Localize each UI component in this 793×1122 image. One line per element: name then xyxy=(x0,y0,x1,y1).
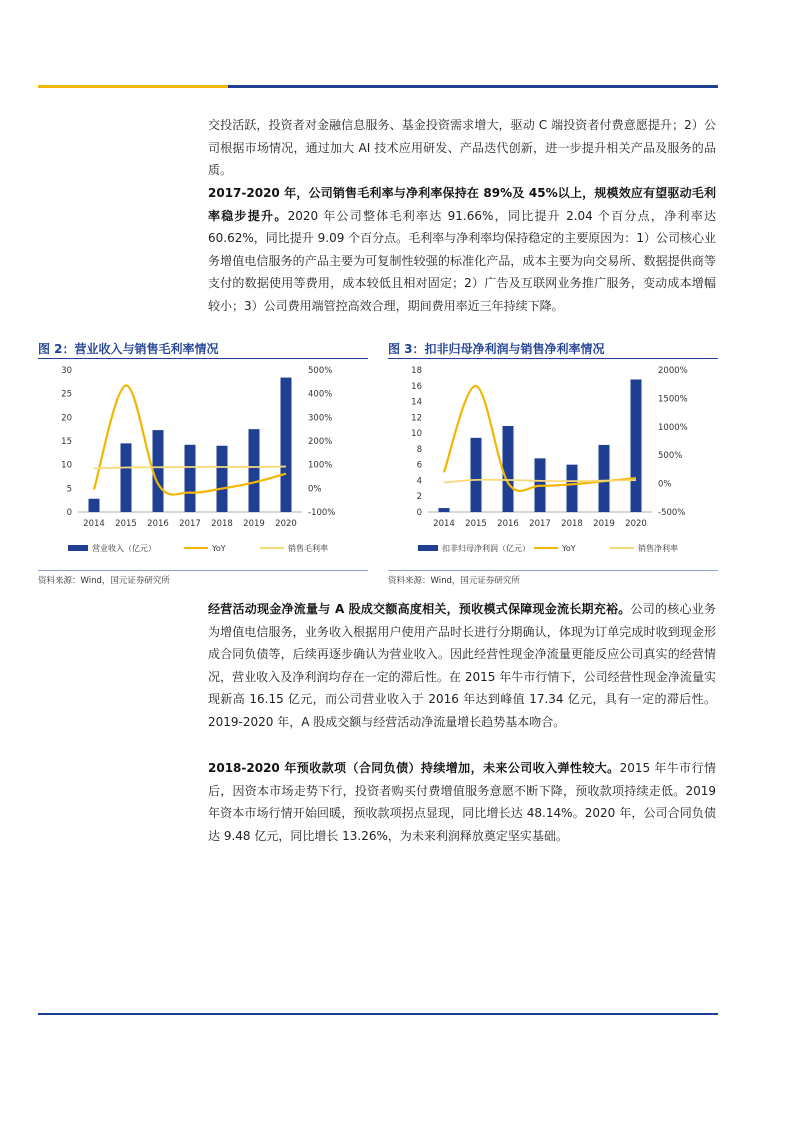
bar xyxy=(439,508,450,512)
right-axis-tick: 0% xyxy=(658,479,672,490)
figure-3-source-rule xyxy=(388,570,718,571)
left-axis-tick: 0 xyxy=(416,508,422,518)
bar xyxy=(281,378,292,512)
figure-2-svg xyxy=(38,362,372,568)
paragraph-lead: 2017-2020 年，公司销售毛利率与净利率保持在 89%及 45%以上，规模效应有望驱动毛利率稳步提升。 xyxy=(208,186,716,223)
left-axis-tick: 20 xyxy=(61,413,72,424)
x-axis-tick: 2015 xyxy=(115,519,137,529)
paragraph-prepayments xyxy=(208,757,716,847)
header-accent-bar xyxy=(38,85,228,88)
bar xyxy=(89,499,100,512)
legend-label: YoY xyxy=(562,544,576,553)
right-axis-tick: 1000% xyxy=(658,422,688,433)
right-axis-tick: -500% xyxy=(658,508,686,518)
right-axis-tick: 200% xyxy=(308,437,333,447)
figure-2-chart xyxy=(38,362,372,568)
paragraph-text: 公司的核心业务为增值电信服务，业务收入根据用户使用产品时长进行分期确认，体现为订单完成时收到现金形成合同负债等，后续再逐步确认为营业收入。因此经营性现金净流量更能反应公司真实的经营情况，营业收入及净利润均存在一定的滞后性。在 2015 年牛市行情下，公司经营性现金净流量实现新高 16.15 亿元，而公司营业收入于 2016 年达到峰值 17.34 亿元，具有一定的滞后性。2019-2020 年，A 股成交额与经营活动净流量增长趋势基本吻合。 xyxy=(208,602,716,729)
right-axis-tick: 500% xyxy=(308,366,333,376)
x-axis-tick: 2014 xyxy=(433,519,455,529)
left-axis-tick: 0 xyxy=(66,508,72,518)
x-axis-tick: 2016 xyxy=(497,519,519,529)
paragraph-lead: 经营活动现金净流量与 A 股成交额高度相关，预收模式保障现金流长期充裕。 xyxy=(208,602,631,616)
x-axis-tick: 2020 xyxy=(275,519,297,529)
right-axis-tick: 400% xyxy=(308,389,333,400)
left-axis-tick: 15 xyxy=(61,437,72,447)
legend-label: 销售净利率 xyxy=(638,544,678,553)
figure-2-source-rule xyxy=(38,570,368,571)
paragraph-text: 2015 年牛市行情后，因资本市场走势下行，投资者购买付费增值服务意愿不断下降，预收款项持续走低。2019 年资本市场行情开始回暖，预收款项拐点显现，同比增长达 48.14%。2020 年，公司合同负债达 9.48 亿元，同比增长 13.26%，为未来利润释放奠定坚实基础。 xyxy=(208,761,716,843)
paragraph-margins xyxy=(208,182,716,317)
bar xyxy=(217,446,228,512)
figure-3-chart xyxy=(388,362,722,568)
figure-3-source: 资料来源：Wind，国元证券研究所 xyxy=(388,576,520,586)
x-axis-tick: 2020 xyxy=(625,519,647,529)
right-axis-tick: 0% xyxy=(308,484,322,495)
x-axis-tick: 2017 xyxy=(179,519,201,529)
paragraph-lead: 2018-2020 年预收款项（合同负债）持续增加，未来公司收入弹性较大。 xyxy=(208,761,620,775)
left-axis-tick: 10 xyxy=(411,429,422,440)
left-axis-tick: 5 xyxy=(66,484,72,495)
right-axis-tick: 300% xyxy=(308,413,333,424)
right-axis-tick: -100% xyxy=(308,508,336,518)
left-axis-tick: 4 xyxy=(416,476,422,487)
left-axis-tick: 8 xyxy=(416,444,422,455)
left-axis-tick: 12 xyxy=(411,413,422,424)
x-axis-tick: 2019 xyxy=(593,519,615,529)
legend-swatch xyxy=(418,545,438,551)
right-axis-tick: 500% xyxy=(658,451,683,462)
bar xyxy=(185,445,196,512)
legend-label: YoY xyxy=(212,544,226,553)
left-axis-tick: 30 xyxy=(61,366,72,376)
figure-3-svg xyxy=(388,362,722,568)
right-axis-tick: 100% xyxy=(308,460,333,471)
legend-swatch xyxy=(68,545,88,551)
left-axis-tick: 10 xyxy=(61,460,72,471)
legend-label: 扣非归母净利润（亿元） xyxy=(442,544,530,553)
bar xyxy=(249,429,260,512)
bar xyxy=(567,465,578,512)
bar xyxy=(121,443,132,512)
bar xyxy=(503,426,514,512)
paragraph-text: 2020 年公司整体毛利率达 91.66%，同比提升 2.04 个百分点，净利率达 60.62%，同比提升 9.09 个百分点。毛利率与净利率均保持稳定的主要原因为：1）公司核心业务增值电信服务的产品主要为可复制性较强的标准化产品，成本主要为向交易所、数据提供商等支付的数据使用等费用，成本较低且相对固定；2）广告及互联网业务推广服务，变动成本增幅较小；3）公司费用端管控高效合理，期间费用率近三年持续下降。 xyxy=(208,208,716,313)
legend-label: 营业收入（亿元） xyxy=(92,544,156,553)
left-axis-tick: 2 xyxy=(416,492,422,503)
left-axis-tick: 25 xyxy=(61,389,72,400)
legend-label: 销售毛利率 xyxy=(288,544,328,553)
bar xyxy=(631,379,642,512)
figure-3-rule xyxy=(388,358,718,359)
x-axis-tick: 2018 xyxy=(561,519,583,529)
left-axis-tick: 6 xyxy=(416,460,422,471)
bar xyxy=(599,445,610,512)
figure-2-rule xyxy=(38,358,368,359)
footer-rule xyxy=(38,1013,718,1015)
x-axis-tick: 2016 xyxy=(147,519,169,529)
x-axis-tick: 2018 xyxy=(211,519,233,529)
x-axis-tick: 2019 xyxy=(243,519,265,529)
paragraph-intro xyxy=(208,114,716,182)
left-axis-tick: 14 xyxy=(411,397,422,408)
figure-2-source: 资料来源：Wind，国元证券研究所 xyxy=(38,576,170,586)
bar xyxy=(471,438,482,512)
paragraph-text: 交投活跃，投资者对金融信息服务、基金投资需求增大，驱动 C 端投资者付费意愿提升；2）公司根据市场情况，通过加大 AI 技术应用研发、产品迭代创新，进一步提升相关产品及服务的品质。 xyxy=(208,118,716,177)
right-axis-tick: 2000% xyxy=(658,366,688,376)
paragraph-cashflow xyxy=(208,598,716,733)
header-rule xyxy=(228,85,718,88)
x-axis-tick: 2014 xyxy=(83,519,105,529)
x-axis-tick: 2015 xyxy=(465,519,487,529)
figure-3-title: 图 3：扣非归母净利润与销售净利率情况 xyxy=(388,342,605,356)
left-axis-tick: 18 xyxy=(411,366,422,376)
x-axis-tick: 2017 xyxy=(529,519,551,529)
figure-2-title: 图 2：营业收入与销售毛利率情况 xyxy=(38,342,219,356)
left-axis-tick: 16 xyxy=(411,381,422,392)
right-axis-tick: 1500% xyxy=(658,394,688,405)
